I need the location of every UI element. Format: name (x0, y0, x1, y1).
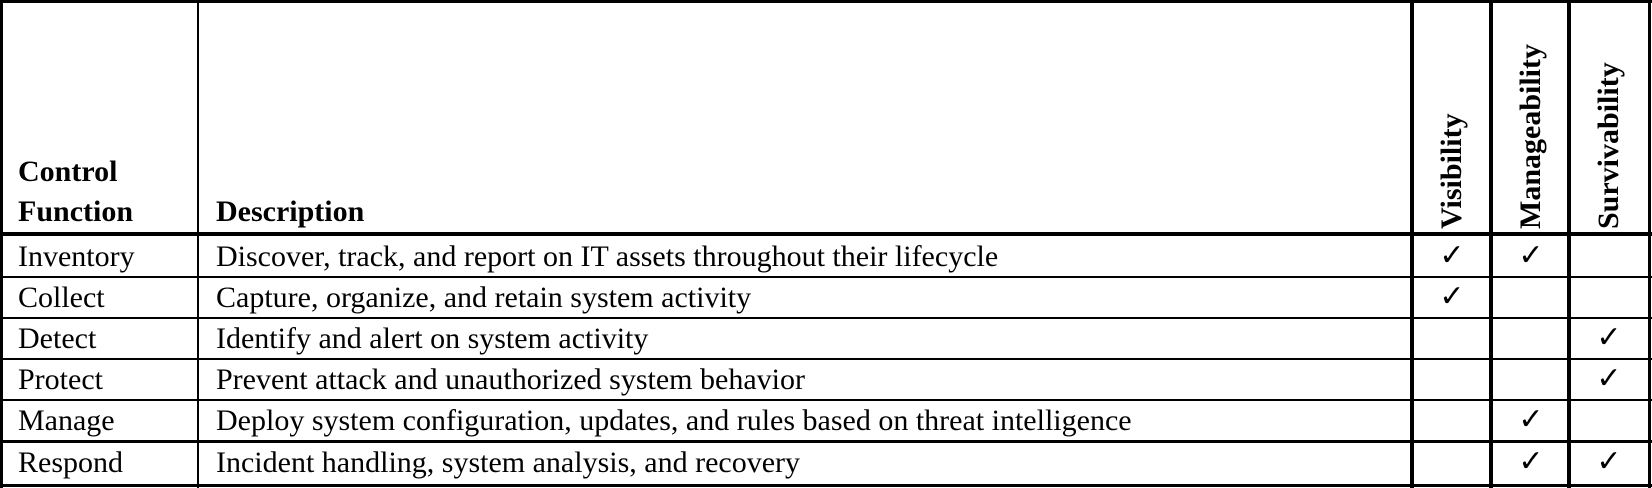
check-manageability: ✓ (1518, 445, 1544, 478)
header-control-function-line1: Control (18, 155, 118, 188)
cell-function: Manage (18, 404, 115, 437)
header-visibility: Visibility (1435, 113, 1468, 229)
cell-description: Identify and alert on system activity (216, 322, 649, 355)
check-visibility: ✓ (1439, 280, 1465, 313)
cell-description: Capture, organize, and retain system activity (216, 281, 752, 314)
column-divider-description (197, 0, 199, 488)
check-survivability: ✓ (1596, 445, 1622, 478)
cell-function: Detect (18, 322, 97, 355)
check-manageability: ✓ (1518, 239, 1544, 272)
table-top-border (0, 0, 1652, 3)
check-manageability: ✓ (1518, 403, 1544, 436)
table-bottom-border (0, 484, 1652, 487)
cell-function: Inventory (18, 240, 135, 273)
cell-description: Discover, track, and report on IT assets throughout their lifecycle (216, 240, 999, 273)
header-manageability: Manageability (1514, 44, 1547, 229)
header-control-function-line2: Function (18, 195, 134, 228)
table-right-border (1648, 0, 1651, 488)
cell-description: Incident handling, system analysis, and recovery (216, 446, 801, 479)
cell-function: Respond (18, 446, 123, 479)
check-visibility: ✓ (1439, 239, 1465, 272)
header-survivability: Survivability (1592, 62, 1625, 229)
cell-description: Prevent attack and unauthorized system behavior (216, 363, 805, 396)
cell-function: Protect (18, 363, 103, 396)
header-description: Description (216, 195, 365, 228)
table-left-border (0, 0, 3, 488)
check-survivability: ✓ (1596, 321, 1622, 354)
header-divider (0, 232, 1652, 236)
check-survivability: ✓ (1596, 362, 1622, 395)
cell-function: Collect (18, 281, 105, 314)
cell-description: Deploy system configuration, updates, and rules based on threat intelligence (216, 404, 1132, 437)
